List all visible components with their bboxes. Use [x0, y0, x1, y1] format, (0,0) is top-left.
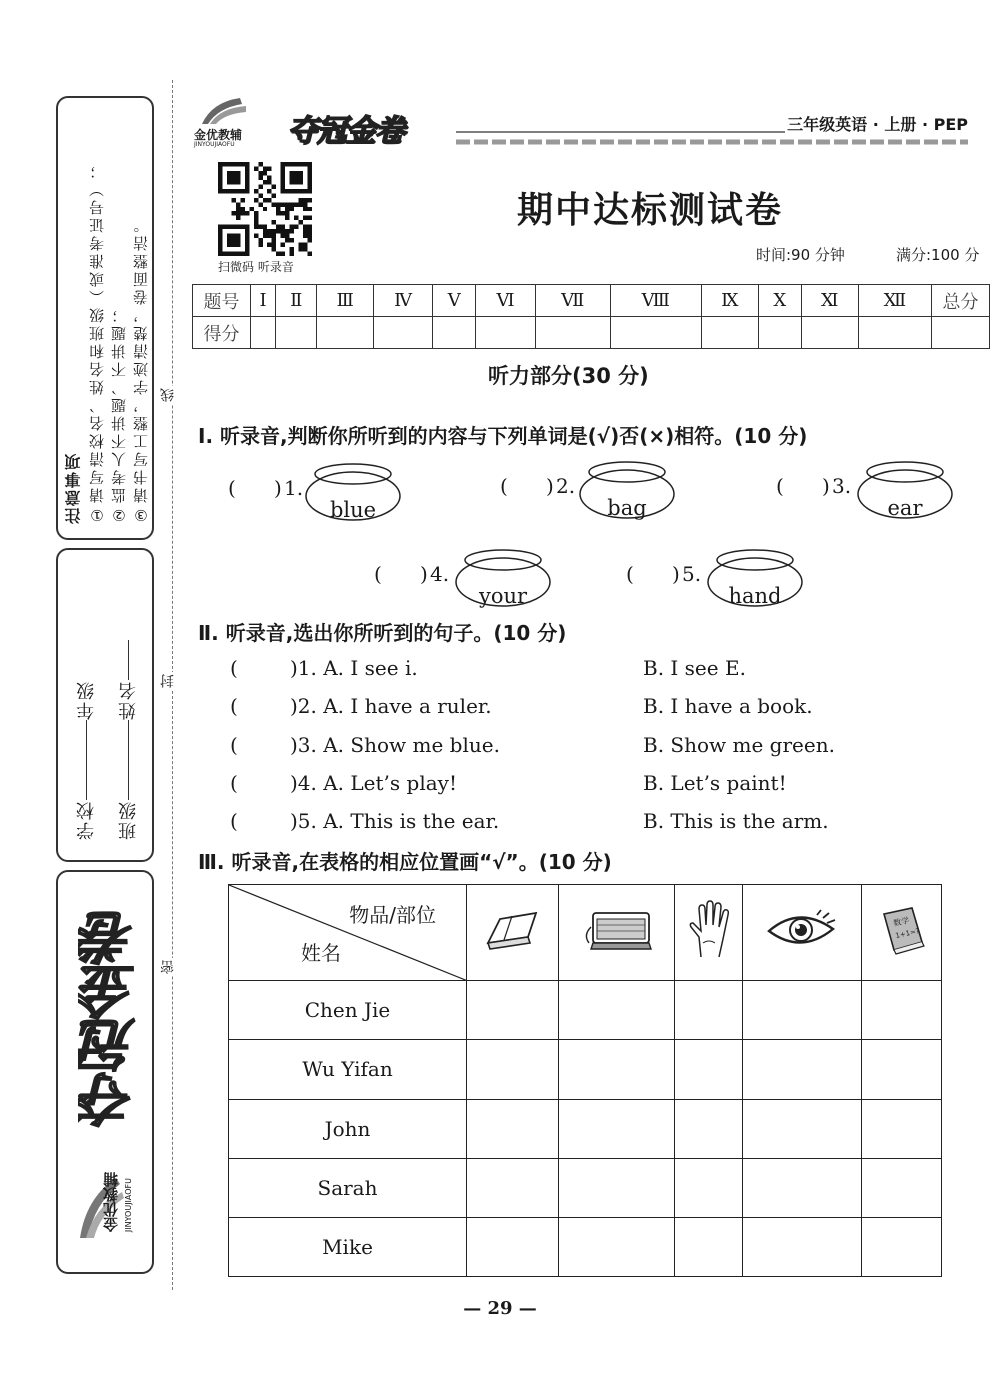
- grade-label: 年级: [76, 680, 97, 720]
- word-hand: hand: [728, 584, 782, 608]
- item-header-eye: [742, 885, 861, 981]
- hand-icon: [687, 899, 731, 961]
- check-cell[interactable]: [742, 1040, 861, 1099]
- answer-paren-close: ): [420, 562, 428, 586]
- grid-header-row: [229, 885, 942, 981]
- notice-item: ①请写清校名、姓名和班级（或准考证号）；: [88, 161, 106, 524]
- student-name: John: [229, 1099, 467, 1158]
- check-cell[interactable]: [558, 1217, 674, 1276]
- check-cell[interactable]: [558, 1158, 674, 1217]
- class-name-line: [116, 640, 142, 840]
- check-cell[interactable]: [558, 981, 674, 1040]
- check-cell[interactable]: [742, 1099, 861, 1158]
- grid-row: [229, 1217, 942, 1276]
- question-number: Ⅲ: [317, 285, 374, 317]
- check-cell[interactable]: [675, 1040, 743, 1099]
- question-number: Ⅺ: [801, 285, 858, 317]
- page-title: 期中达标测试卷: [516, 190, 783, 231]
- option-a: )4. A. Let’s play!: [290, 771, 457, 795]
- answer-paren-close: ): [546, 474, 554, 498]
- student-name: Wu Yifan: [229, 1040, 467, 1099]
- question-number: Ⅰ: [251, 285, 276, 317]
- item-number: 4.: [430, 562, 450, 586]
- publisher-en-vertical: JINYOUJIAOFU: [124, 1177, 133, 1232]
- score-cell[interactable]: [251, 317, 276, 349]
- part3-heading: Ⅲ. 听录音,在表格的相应位置画“√”。(10 分): [198, 850, 612, 874]
- notice-panel: [56, 96, 154, 540]
- check-cell[interactable]: [675, 1099, 743, 1158]
- question-number: Ⅳ: [374, 285, 433, 317]
- qr-caption: 扫微码 听录音: [218, 260, 294, 274]
- item-number: 2.: [556, 474, 576, 498]
- question-number: Ⅹ: [758, 285, 801, 317]
- student-name: Chen Jie: [229, 981, 467, 1040]
- corner-name-label: 姓名: [301, 941, 341, 966]
- answer-paren[interactable]: (: [230, 656, 238, 680]
- option-b: B. Show me green.: [643, 733, 835, 757]
- answer-paren-open[interactable]: (: [374, 562, 382, 586]
- answer-paren-open[interactable]: (: [228, 476, 236, 500]
- score-cell[interactable]: [535, 317, 610, 349]
- answer-paren[interactable]: (: [230, 771, 238, 795]
- listening-section-title: 听力部分(30 分): [488, 364, 649, 388]
- score-cell[interactable]: [317, 317, 374, 349]
- score-cell[interactable]: [758, 317, 801, 349]
- book-formula-text: 1+1=?: [894, 927, 920, 941]
- answer-paren-close: ): [274, 476, 282, 500]
- student-name: Mike: [229, 1217, 467, 1276]
- word-bag: bag: [607, 496, 647, 520]
- option-a: )3. A. Show me blue.: [290, 733, 500, 757]
- part2-row-2: [230, 694, 970, 724]
- question-number: Ⅸ: [701, 285, 758, 317]
- book-title-text: 数学: [892, 915, 910, 929]
- answer-paren-open[interactable]: (: [626, 562, 634, 586]
- check-cell[interactable]: [467, 1158, 559, 1217]
- word-your: your: [478, 584, 528, 608]
- grid-row: [229, 1158, 942, 1217]
- option-a: )5. A. This is the ear.: [290, 809, 500, 833]
- check-cell[interactable]: [862, 1158, 942, 1217]
- option-b: B. Let’s paint!: [643, 771, 787, 795]
- item-header-pencil-box: [558, 885, 674, 981]
- total-score-cell[interactable]: [932, 317, 990, 349]
- qr-code-icon[interactable]: [218, 162, 312, 256]
- full-score: 满分:100 分: [896, 246, 980, 264]
- score-cell[interactable]: [433, 317, 476, 349]
- eye-icon: [763, 905, 841, 955]
- item-header-book: [862, 885, 942, 981]
- time-limit: 时间:90 分钟: [756, 246, 845, 264]
- answer-paren[interactable]: (: [230, 733, 238, 757]
- item-header-hand: [675, 885, 743, 981]
- question-number: Ⅴ: [433, 285, 476, 317]
- item-number: 5.: [682, 562, 702, 586]
- student-name: Sarah: [229, 1158, 467, 1217]
- name-label: 姓名: [118, 680, 139, 720]
- answer-paren[interactable]: (: [230, 809, 238, 833]
- notice-item: ③请书写工整，字迹清楚，卷面整洁。: [132, 215, 150, 524]
- math-book-icon: [876, 904, 928, 956]
- class-blank[interactable]: [129, 720, 130, 800]
- notice-title: 注意事项: [64, 452, 83, 524]
- score-label: 得分: [193, 317, 251, 349]
- part2-row-4: [230, 771, 970, 801]
- item-number: 3.: [832, 474, 852, 498]
- name-blank[interactable]: [129, 640, 130, 680]
- check-cell[interactable]: [862, 1040, 942, 1099]
- score-cell[interactable]: [610, 317, 701, 349]
- pencil-box-icon: [579, 905, 655, 955]
- question-number: Ⅻ: [858, 285, 931, 317]
- check-cell[interactable]: [467, 1040, 559, 1099]
- part2-row-5: [230, 809, 970, 839]
- part2-row-3: [230, 733, 970, 763]
- check-cell[interactable]: [742, 981, 861, 1040]
- header-band: [188, 96, 974, 152]
- brand-panel: [56, 870, 154, 1274]
- check-cell[interactable]: [742, 1217, 861, 1276]
- score-table: [192, 284, 990, 349]
- check-cell[interactable]: [675, 1217, 743, 1276]
- check-cell[interactable]: [558, 1099, 674, 1158]
- item-number: 1.: [284, 476, 304, 500]
- score-cell[interactable]: [476, 317, 535, 349]
- score-cell[interactable]: [701, 317, 758, 349]
- answer-paren-close: ): [822, 474, 830, 498]
- score-cell[interactable]: [374, 317, 433, 349]
- answer-paren[interactable]: (: [230, 694, 238, 718]
- check-cell[interactable]: [558, 1040, 674, 1099]
- corner-items-label: 物品/部位: [349, 903, 436, 927]
- question-number: Ⅷ: [610, 285, 701, 317]
- school-label: 学校: [76, 800, 97, 840]
- question-number: Ⅵ: [476, 285, 535, 317]
- item-header-eraser: [467, 885, 559, 981]
- grid-row: [229, 1040, 942, 1099]
- check-cell[interactable]: [862, 1099, 942, 1158]
- cut-label-secret: 密: [160, 960, 176, 974]
- school-grade-line: [74, 680, 100, 840]
- check-cell[interactable]: [467, 1099, 559, 1158]
- check-cell[interactable]: [862, 981, 942, 1040]
- class-label: 班级: [118, 800, 139, 840]
- grid-row: [229, 1099, 942, 1158]
- answer-paren-open[interactable]: (: [500, 474, 508, 498]
- grade-subject-label: 三年级英语 · 上册 · PEP: [785, 112, 970, 135]
- option-b: B. I have a book.: [643, 694, 813, 718]
- student-info-panel: [56, 548, 154, 862]
- eraser-icon: [482, 905, 542, 955]
- answer-paren-open[interactable]: (: [776, 474, 784, 498]
- option-b: B. This is the arm.: [643, 809, 829, 833]
- part1-heading: Ⅰ. 听录音,判断你所听到的内容与下列单词是(√)否(×)相符。(10 分): [198, 424, 808, 448]
- score-cell[interactable]: [801, 317, 858, 349]
- score-table-header-row: [193, 285, 990, 317]
- cut-label-line: 线: [160, 388, 176, 402]
- part2-row-1: [230, 656, 970, 686]
- option-a: )1. A. I see i.: [290, 656, 418, 680]
- check-cell[interactable]: [467, 981, 559, 1040]
- brand-series-title: 夺冠金卷: [288, 114, 404, 149]
- check-cell[interactable]: [467, 1217, 559, 1276]
- word-blue: blue: [329, 498, 377, 522]
- question-number: Ⅶ: [535, 285, 610, 317]
- check-cell[interactable]: [862, 1217, 942, 1276]
- total-label: 总分: [932, 285, 990, 317]
- question-number-label: 题号: [193, 285, 251, 317]
- option-b: B. I see E.: [643, 656, 746, 680]
- check-cell[interactable]: [742, 1158, 861, 1217]
- score-table-score-row: [193, 317, 990, 349]
- school-blank[interactable]: [87, 720, 88, 800]
- score-cell[interactable]: [858, 317, 931, 349]
- grid-corner-cell: [229, 885, 467, 981]
- part2-heading: Ⅱ. 听录音,选出你所听到的句子。(10 分): [198, 621, 567, 645]
- part3-grid: [228, 884, 942, 1277]
- brand-series-vertical: 夺冠金卷: [79, 912, 144, 1128]
- grid-row: [229, 981, 942, 1040]
- notice-item: ②监考人不讲题、不讲题；: [110, 305, 128, 524]
- score-cell[interactable]: [276, 317, 317, 349]
- question-number: Ⅱ: [276, 285, 317, 317]
- publisher-en: JINYOUJIAOFU: [194, 141, 235, 148]
- answer-paren-close: ): [672, 562, 680, 586]
- cut-label-seal: 封: [160, 674, 176, 688]
- check-cell[interactable]: [675, 1158, 743, 1217]
- publisher-name-vertical: 金优教辅: [102, 1172, 120, 1232]
- page-number: — 29 —: [463, 1298, 537, 1319]
- check-cell[interactable]: [675, 981, 743, 1040]
- publisher-name: 金优教辅: [194, 128, 243, 142]
- word-ear: ear: [887, 496, 923, 520]
- option-a: )2. A. I have a ruler.: [290, 694, 492, 718]
